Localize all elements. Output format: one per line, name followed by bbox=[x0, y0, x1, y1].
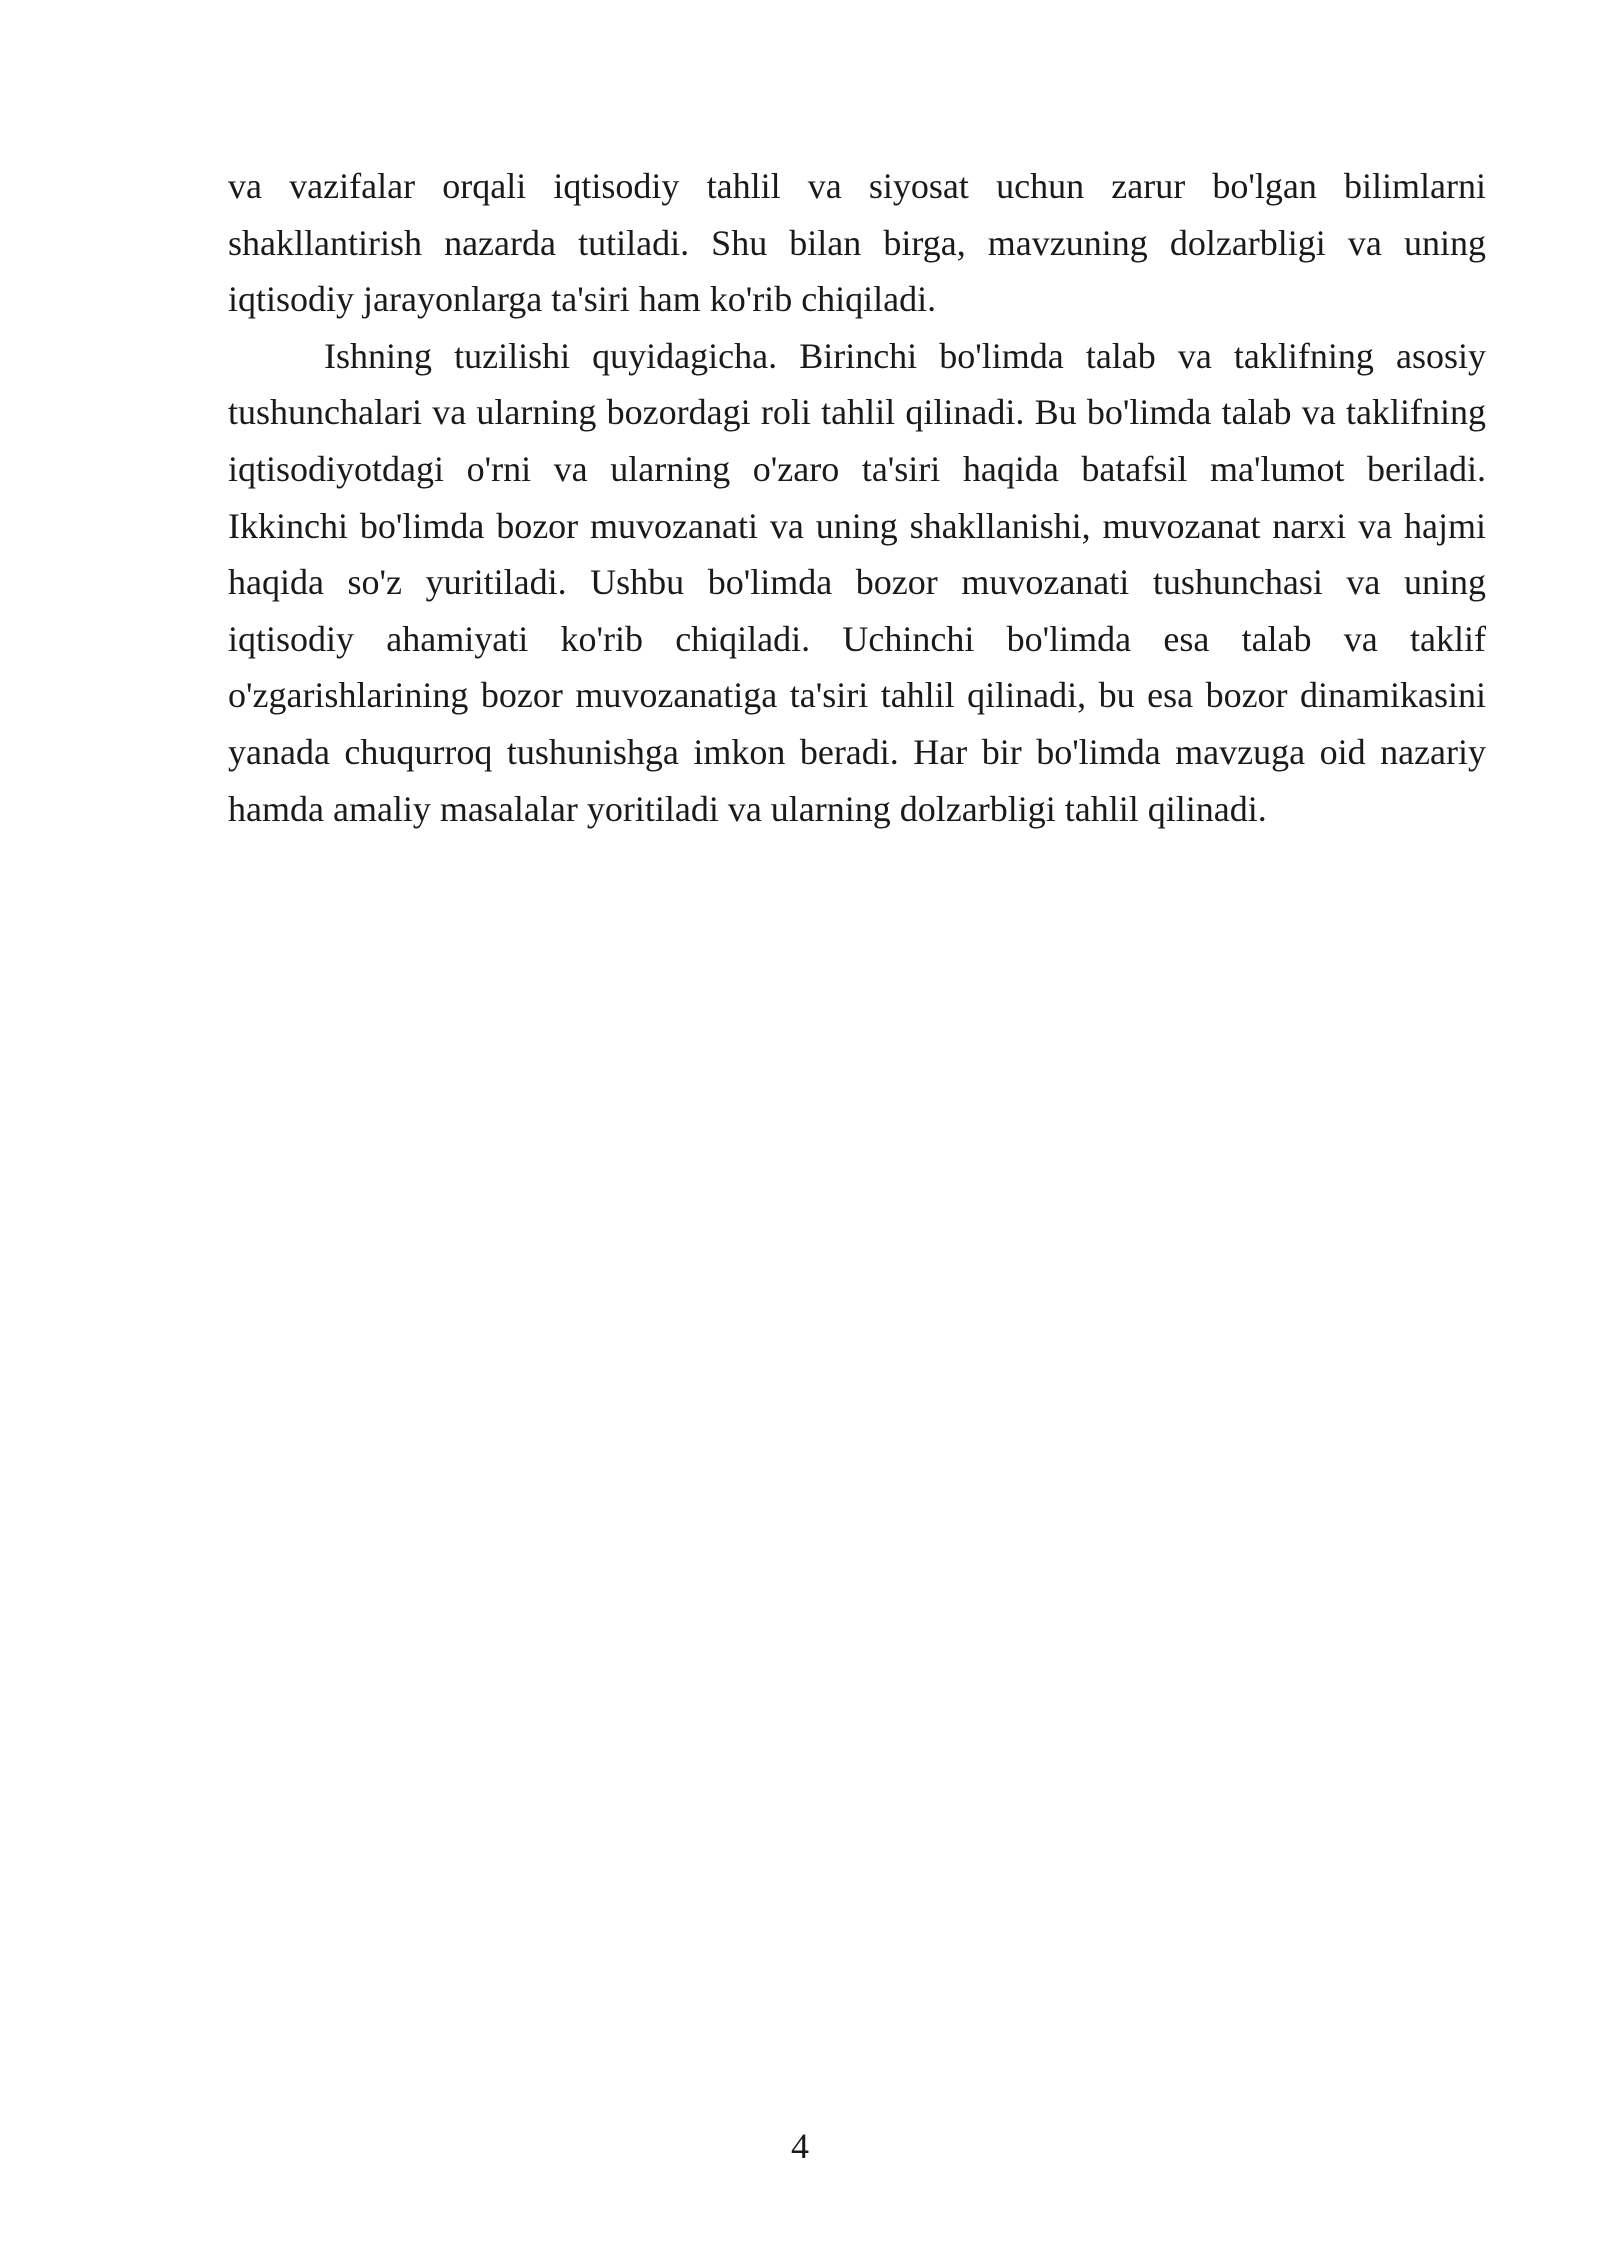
paragraph-continuation: va vazifalar orqali iqtisodiy tahlil va siyosat uchun zarur bo'lgan bilimlarni shakllantirish nazarda tutiladi. Shu bilan birga, mavzuning dolzarbligi va uning iqtisodiy jarayonlarga ta'siri ham ko'rib chiqiladi. bbox=[228, 166, 1486, 320]
page-number: 4 bbox=[791, 2126, 809, 2166]
document-body bbox=[228, 158, 1486, 837]
paragraph-structure: Ishning tuzilishi quyidagicha. Birinchi bo'limda talab va taklifning asosiy tushunchalari va ularning bozordagi roli tahlil qilinadi. Bu bo'limda talab va taklifning iqtisodiyotdagi o'rni va ularning o'zaro ta'siri haqida batafsil ma'lumot beriladi. Ikkinchi bo'limda bozor muvozanati va uning shakllanishi, muvozanat narxi va hajmi haqida so'z yuritiladi. Ushbu bo'limda bozor muvozanati tushunchasi va uning iqtisodiy ahamiyati ko'rib chiqiladi. Uchinchi bo'limda esa talab va taklif o'zgarishlarining bozor muvozanatiga ta'siri tahlil qilinadi, bu esa bozor dinamikasini yanada chuqurroq tushunishga imkon beradi. Har bir bo'limda mavzuga oid nazariy hamda amaliy masalalar yoritiladi va ularning dolzarbligi tahlil qilinadi. bbox=[228, 335, 1486, 829]
